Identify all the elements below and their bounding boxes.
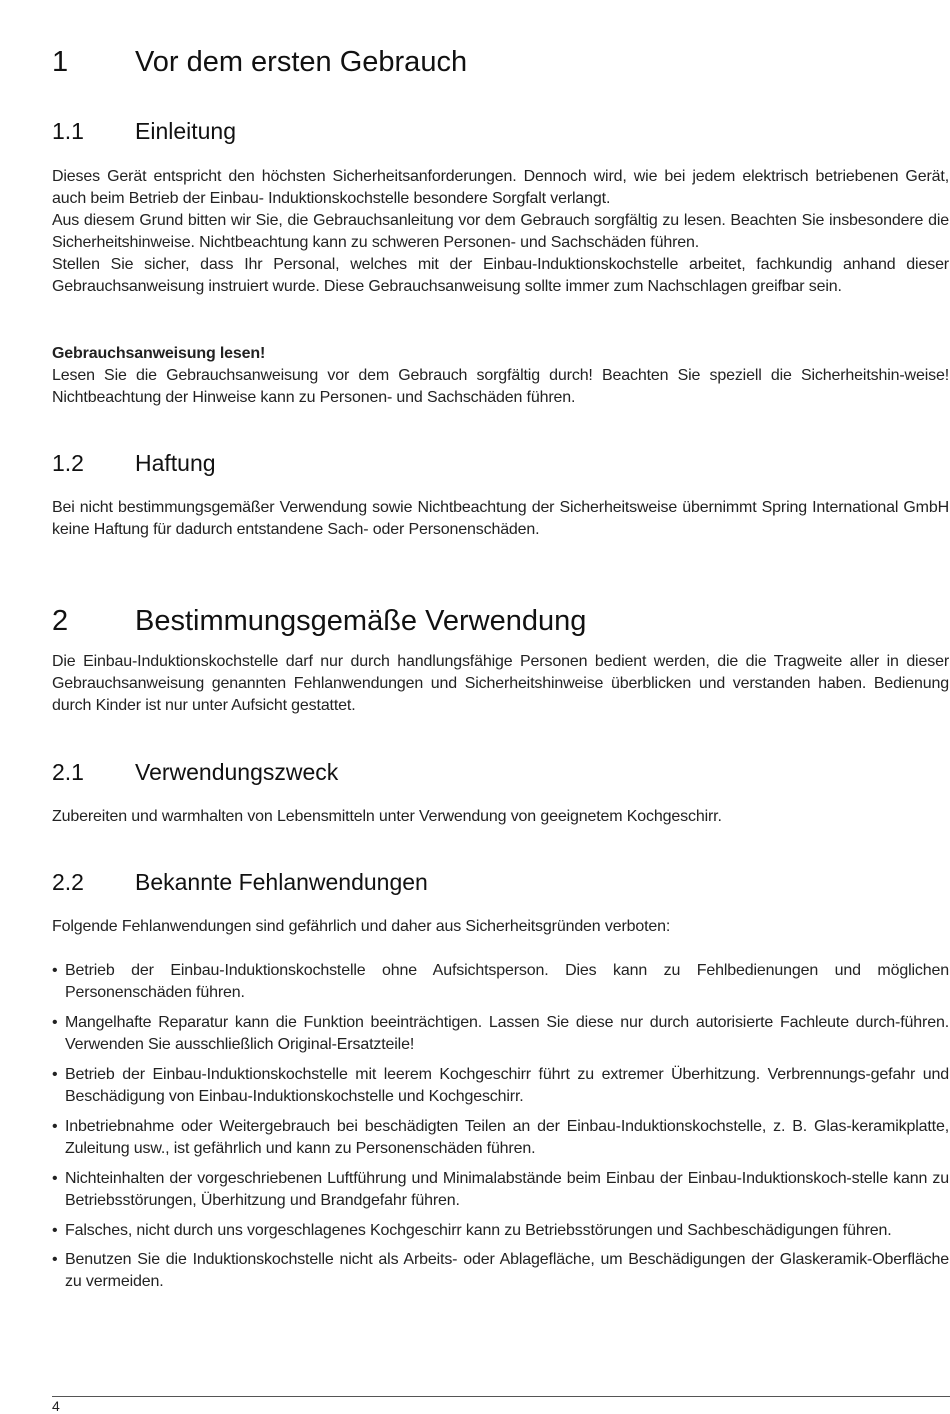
list-item-text: Betrieb der Einbau-Induktionskochstelle ohne Aufsichtsperson. Dies kann zu Fehlbedienungen und möglichen Personenschäden führen. (65, 962, 949, 1002)
note-text: Lesen Sie die Gebrauchsanweisung vor dem Gebrauch sorgfältig durch! Beachten Sie speziell die Sicherheitshin-weise! Nichtbeachtung der Hinweise kann zu Personen- und Sachschäden führen. (52, 367, 949, 407)
section-number: 2.2 (52, 869, 84, 895)
section-number: 1.2 (52, 450, 84, 476)
intro-paragraph-3: Stellen Sie sicher, dass Ihr Personal, welches mit der Einbau-Induktionskochstelle arbeitet, fachkundig anhand dieser Gebrauchsanweisung instruiert wurde. Diese Gebrauchsanweisung sollte immer zum Nachschlagen greifbar sein. (52, 256, 949, 296)
bullet-icon: • (52, 1251, 58, 1269)
heading-section-1 (52, 46, 467, 79)
bullet-icon: • (52, 1221, 58, 1239)
heading-section-2 (52, 605, 586, 638)
section-title: Bestimmungsgemäße Verwendung (135, 605, 587, 637)
liability-paragraph: Bei nicht bestimmungsgemäßer Verwendung sowie Nichtbeachtung der Sicherheitsweise übernimmt Spring International GmbH keine Haftung für dadurch entstandene Sach- oder Personenschäden. (52, 499, 949, 539)
section-title: Vor dem ersten Gebrauch (135, 46, 468, 78)
footer-divider (52, 1396, 950, 1397)
list-item (52, 1220, 949, 1242)
list-item-text: Benutzen Sie die Induktionskochstelle nicht als Arbeits- oder Ablagefläche, um Beschädigungen der Glaskeramik-Oberfläche zu vermeiden. (65, 1251, 949, 1291)
intro-paragraph-2: Aus diesem Grund bitten wir Sie, die Gebrauchsanleitung vor dem Gebrauch sorgfältig zu lesen. Beachten Sie insbesondere die Sicherheitshinweise. Nichtbeachtung kann zu schweren Personen- und Sachschäden führen. (52, 212, 949, 252)
heading-section-2-2 (52, 869, 428, 896)
bullet-icon: • (52, 1169, 58, 1187)
misuse-intro: Folgende Fehlanwendungen sind gefährlich und daher aus Sicherheitsgründen verboten: (52, 918, 671, 935)
list-item (52, 1064, 949, 1108)
bullet-icon: • (52, 1065, 58, 1083)
section-title: Bekannte Fehlanwendungen (135, 869, 428, 895)
section-number: 2 (52, 605, 69, 637)
list-item (52, 960, 949, 1004)
list-item-text: Nichteinhalten der vorgeschriebenen Luftführung und Minimalabstände beim Einbau der Einbau-Induktionskoch-stelle kann zu Betriebsstörungen, Überhitzung und Brandgefahr führen. (65, 1169, 949, 1209)
page-number: 4 (52, 1398, 60, 1414)
list-item (52, 1012, 949, 1056)
list-item-text: Falsches, nicht durch uns vorgeschlagenes Kochgeschirr kann zu Betriebsstörungen und Sachbeschädigungen führen. (65, 1221, 892, 1239)
section-number: 1 (52, 46, 69, 78)
purpose-paragraph: Zubereiten und warmhalten von Lebensmitteln unter Verwendung von geeignetem Kochgeschirr. (52, 808, 722, 825)
section-number: 1.1 (52, 118, 84, 144)
bullet-icon: • (52, 1013, 58, 1031)
list-item (52, 1168, 949, 1212)
list-item-text: Betrieb der Einbau-Induktionskochstelle mit leerem Kochgeschirr führt zu extremer Überhitzung. Verbrennungs-gefahr und Beschädigung von Einbau-Induktionskochstelle und Kochgeschirr. (65, 1065, 949, 1106)
heading-section-1-2 (52, 450, 216, 477)
section-title: Verwendungszweck (135, 759, 339, 785)
intro-paragraph-1: Dieses Gerät entspricht den höchsten Sicherheitsanforderungen. Dennoch wird, wie bei jedem elektrisch betriebenen Gerät, auch beim Betrieb der Einbau- Induktionskochstelle besondere Sorgfalt verlangt. (52, 168, 949, 208)
intended-use-paragraph: Die Einbau-Induktionskochstelle darf nur durch handlungsfähige Personen bedient werden, die die Tragweite aller in dieser Gebrauchsanweisung genannten Fehlanwendungen und Sicherheitshinweise überblicken und verstanden haben. Bedienung durch Kinder ist nur unter Aufsicht gestattet. (52, 653, 949, 715)
list-item-text: Inbetriebnahme oder Weitergebrauch bei beschädigten Teilen an der Einbau-Induktionskochstelle, z. B. Glas-keramikplatte, Zuleitung usw., ist gefährlich und kann zu Personenschäden führen. (65, 1117, 949, 1157)
section-title: Haftung (135, 450, 216, 476)
note-title: Gebrauchsanweisung lesen! (52, 345, 266, 362)
list-item-text: Mangelhafte Reparatur kann die Funktion beeinträchtigen. Lassen Sie diese nur durch autorisierte Fachleute durch-führen. Verwenden Sie ausschließlich Original-Ersatzteile! (65, 1013, 949, 1054)
section-number: 2.1 (52, 759, 84, 785)
misuse-list (52, 960, 949, 1301)
bullet-icon: • (52, 1117, 58, 1135)
section-title: Einleitung (135, 118, 237, 144)
heading-section-2-1 (52, 759, 338, 786)
bullet-icon: • (52, 962, 58, 979)
list-item (52, 1249, 949, 1293)
heading-section-1-1 (52, 118, 236, 145)
list-item (52, 1116, 949, 1160)
